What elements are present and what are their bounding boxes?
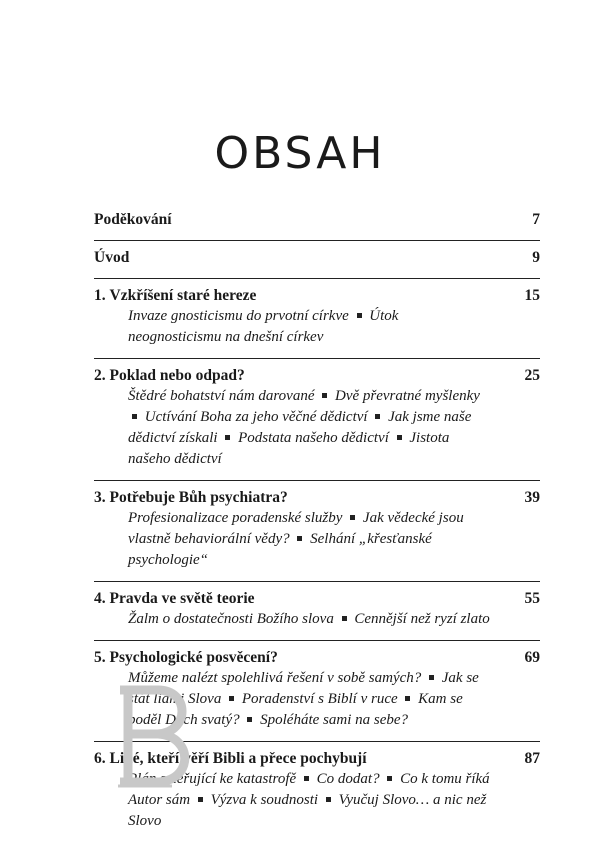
chapter-title: Vzkříšení staré hereze	[109, 287, 257, 304]
bullet-icon	[247, 717, 252, 722]
bullet-icon	[225, 435, 230, 440]
subtopic: Poradenství s Biblí v ruce	[241, 691, 398, 707]
toc-entry	[94, 286, 540, 359]
subtopic: Jistota našeho dědictví	[128, 430, 450, 467]
subtopic: Invaze gnosticismu do prvotní církve	[128, 308, 349, 324]
bullet-icon	[229, 696, 234, 701]
toc-entry	[94, 488, 540, 582]
toc-entry	[94, 589, 540, 641]
toc-entry-title-group	[94, 488, 288, 508]
chapter-title: Lidé, kteří věří Bibli a přece pochybují	[109, 750, 367, 767]
chapter-number: 3.	[94, 489, 106, 506]
page-number: 9	[532, 249, 540, 266]
toc-entry-heading-row	[94, 210, 540, 230]
subtopic: Žalm o dostatečnosti Božího slova	[128, 611, 334, 627]
chapter-title: Poděkování	[94, 211, 172, 228]
subtopic: Co k tomu říká Autor sám	[128, 771, 490, 808]
chapter-title: Úvod	[94, 249, 130, 266]
page-number: 7	[532, 211, 540, 228]
subtopic: Spoléháte sami na sebe?	[260, 712, 409, 728]
chapter-title: Pravda ve světě teorie	[109, 590, 255, 607]
divider	[94, 278, 540, 279]
subtopic: Štědré bohatství nám darované	[128, 388, 315, 404]
divider	[94, 240, 540, 241]
page-number: 39	[524, 489, 540, 506]
bullet-icon	[326, 797, 331, 802]
chapter-title: Psychologické posvěcení?	[109, 649, 278, 666]
bullet-icon	[397, 435, 402, 440]
subtopic: Jak se stát lidmi Slova	[128, 670, 479, 707]
bullet-icon	[297, 536, 302, 541]
subtopic: Útok neognosticismu na dnešní církev	[128, 308, 399, 345]
toc-entry-title-group	[94, 589, 255, 609]
subtopic: Můžeme nalézt spolehlivá řešení v sobě samých?	[128, 670, 422, 686]
bullet-icon	[405, 696, 410, 701]
toc-entry	[94, 366, 540, 481]
page-number: 25	[524, 367, 540, 384]
bullet-icon	[322, 393, 327, 398]
chapter-number: 1.	[94, 287, 106, 304]
bullet-icon	[429, 675, 434, 680]
subtopic: Co dodat?	[316, 771, 380, 787]
chapter-number: 2.	[94, 367, 106, 384]
page-number: 69	[524, 649, 540, 666]
bullet-icon	[304, 776, 309, 781]
divider	[94, 358, 540, 359]
toc-entry-title-group	[94, 286, 256, 306]
bullet-icon	[342, 616, 347, 621]
subtopic: Uctívání Boha za jeho věčné dědictví	[144, 409, 368, 425]
subtopic: Vyučuj Slovo… a nic než Slovo	[128, 792, 487, 829]
subtopic: Jak jsme naše dědictví získali	[128, 409, 472, 446]
divider	[94, 640, 540, 641]
chapter-subtopics	[94, 609, 540, 630]
bullet-icon	[198, 797, 203, 802]
toc-entry-title-group	[94, 210, 172, 230]
bullet-icon	[357, 313, 362, 318]
toc-entry-title-group	[94, 248, 129, 268]
subtopic: Cennější než ryzí zlato	[354, 611, 490, 627]
bullet-icon	[350, 515, 355, 520]
subtopic: Kam se poděl Duch svatý?	[128, 691, 463, 728]
chapter-number: 5.	[94, 649, 106, 666]
chapter-number: 4.	[94, 590, 106, 607]
chapter-number: 6.	[94, 750, 106, 767]
subtopic: Podstata našeho dědictví	[238, 430, 389, 446]
toc-entry-heading-row	[94, 648, 540, 668]
toc-entry	[94, 248, 540, 279]
page-number: 87	[524, 750, 540, 767]
subtopic: Plán směřující ke katastrofě	[128, 771, 297, 787]
toc-entry-title-group	[94, 648, 278, 668]
toc-entry-title-group	[94, 366, 245, 386]
toc-entry-heading-row	[94, 589, 540, 609]
toc-entry-heading-row	[94, 286, 540, 306]
chapter-title: Poklad nebo odpad?	[109, 367, 245, 384]
subtopic: Výzva k soudnosti	[210, 792, 319, 808]
toc-entry-heading-row	[94, 248, 540, 268]
subtopic: Profesionalizace poradenské služby	[128, 510, 343, 526]
divider	[94, 480, 540, 481]
bullet-icon	[387, 776, 392, 781]
bullet-icon	[132, 414, 137, 419]
subtopic: Dvě převratné myšlenky	[335, 388, 480, 404]
page-number: 15	[524, 287, 540, 304]
toc-entry	[94, 210, 540, 241]
chapter-subtopics	[94, 386, 540, 470]
toc-entry-heading-row	[94, 366, 540, 386]
subtopic: Jak vědecké jsou vlastně behaviorální vědy?	[128, 510, 464, 547]
toc-entry-heading-row	[94, 488, 540, 508]
chapter-title: Potřebuje Bůh psychiatra?	[109, 489, 288, 506]
publisher-b-logo-icon	[110, 682, 200, 792]
chapter-subtopics	[94, 306, 540, 348]
page-title: OBSAH	[214, 128, 386, 179]
divider	[94, 581, 540, 582]
chapter-subtopics	[94, 508, 540, 571]
bullet-icon	[375, 414, 380, 419]
subtopic: Selhání „křesťanské psychologie“	[128, 531, 432, 568]
page-number: 55	[524, 590, 540, 607]
